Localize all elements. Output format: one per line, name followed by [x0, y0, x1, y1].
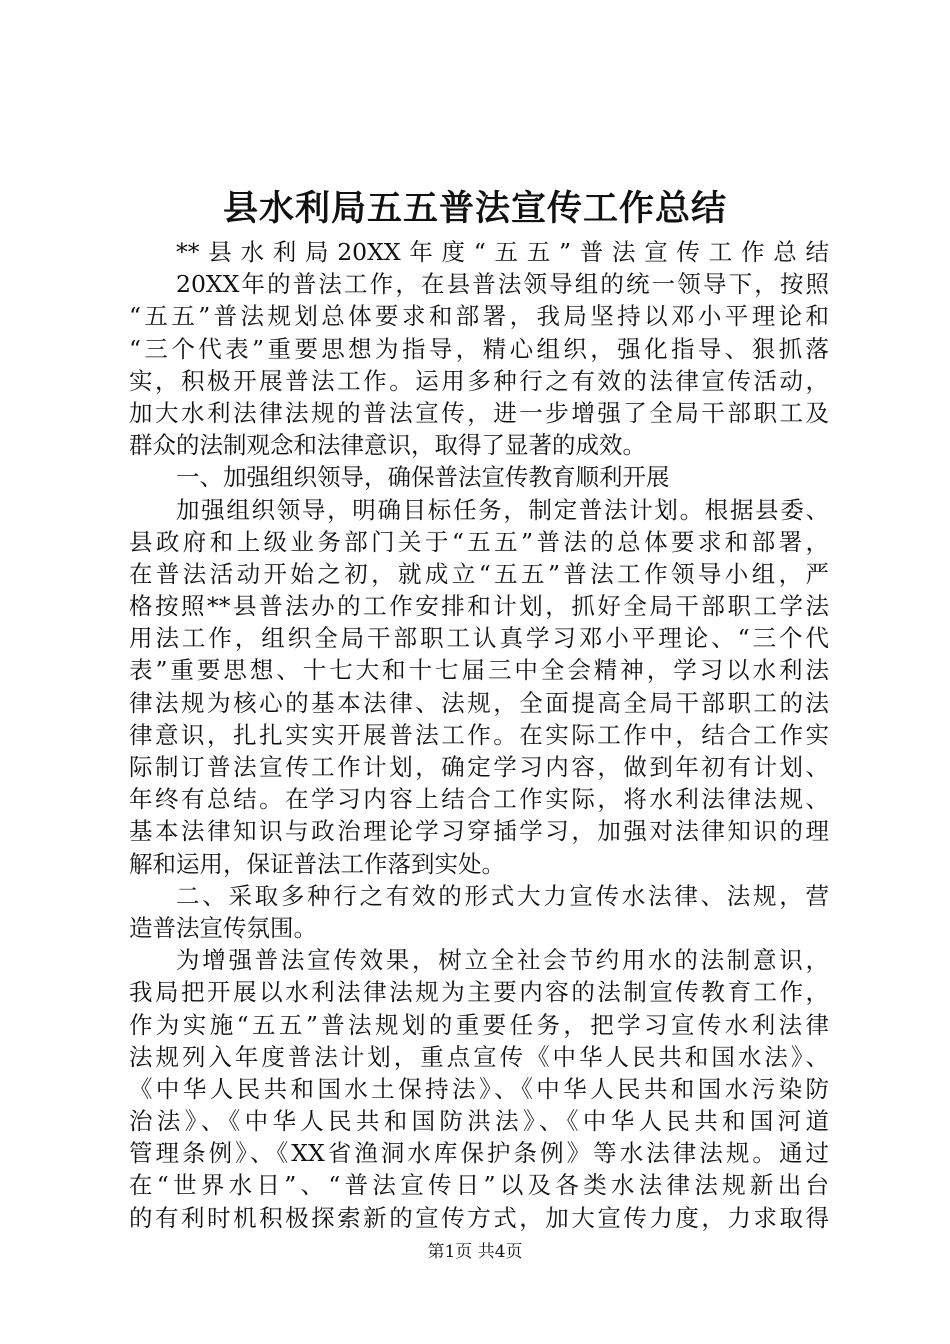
- paragraph-line: 表”重要思想、十七大和十七届三中全会精神，学习以水利法: [129, 656, 829, 685]
- paragraph-line: “五五”普法规划总体要求和部署，我局坚持以邓小平理论和: [129, 302, 829, 331]
- paragraph-line: 际制订普法宣传工作计划，确定学习内容，做到年初有计划、: [129, 753, 829, 781]
- paragraph-line: 20XX年的普法工作，在县普法领导组的统一领导下，按照: [176, 270, 829, 299]
- paragraph-line: 格按照**县普法办的工作安排和计划，抓好全局干部职工学法: [129, 592, 829, 621]
- page-title: 县水利局五五普法宣传工作总结: [222, 188, 727, 229]
- paragraph-line: 法规列入年度普法计划，重点宣传《中华人民共和国水法》、: [129, 1042, 829, 1071]
- paragraph-line: 解和运用，保证普法工作落到实处。: [129, 849, 505, 878]
- paragraph-line: 律法规为核心的基本法律、法规，全面提高全局干部职工的法: [129, 688, 829, 717]
- paragraph-line: 管理条例》、《XX省渔洞水库保护条例》等水法律法规。通过: [129, 1139, 829, 1168]
- paragraph-line: 在“世界水日”、“普法宣传日”以及各类水法律法规新出台: [129, 1171, 829, 1200]
- paragraph-line: 实，积极开展普法工作。运用多种行之有效的法律宣传活动，: [129, 366, 829, 395]
- paragraph-line: 治法》、《中华人民共和国防洪法》、《中华人民共和国河道: [129, 1107, 829, 1136]
- paragraph-line: 的有利时机积极探索新的宣传方式，加大宣传力度，力求取得: [129, 1203, 829, 1232]
- paragraph-line: “三个代表”重要思想为指导，精心组织，强化指导、狠抓落: [129, 334, 829, 363]
- section-heading: 造普法宣传氛围。: [129, 913, 317, 942]
- section-heading: 一、加强组织领导，确保普法宣传教育顺利开展: [176, 463, 670, 492]
- paragraph-line: 律意识，扎扎实实开展普法工作。在实际工作中，结合工作实: [129, 720, 829, 749]
- paragraph-line: 群众的法制观念和法律意识，取得了显著的成效。: [129, 431, 646, 460]
- paragraph-line: 加大水利法律法规的普法宣传，进一步增强了全局干部职工及: [129, 398, 829, 427]
- paragraph-line: 加强组织领导，明确目标任务，制定普法计划。根据县委、: [176, 495, 829, 524]
- paragraph-line: 年终有总结。在学习内容上结合工作实际，将水利法律法规、: [129, 785, 829, 814]
- paragraph-line: 县政府和上级业务部门关于“五五”普法的总体要求和部署，: [129, 527, 829, 556]
- paragraph-line: 为增强普法宣传效果，树立全社会节约用水的法制意识，: [176, 946, 829, 975]
- document-body: [129, 236, 829, 1234]
- paragraph-line: 我局把开展以水利法律法规为主要内容的法制宣传教育工作，: [129, 978, 829, 1007]
- paragraph-line: 在普法活动开始之初，就成立“五五”普法工作领导小组，严: [129, 559, 829, 588]
- paragraph-line: 作为实施“五五”普法规划的重要任务，把学习宣传水利法律: [129, 1010, 829, 1039]
- paragraph-line: 用法工作，组织全局干部职工认真学习邓小平理论、“三个代: [129, 624, 829, 653]
- section-heading: 二、采取多种行之有效的形式大力宣传水法律、法规，营: [176, 881, 829, 910]
- paragraph-line: 《中华人民共和国水土保持法》、《中华人民共和国水污染防: [129, 1074, 829, 1103]
- page-number: 第1页 共4页: [427, 1242, 523, 1262]
- paragraph-line: 基本法律知识与政治理论学习穿插学习，加强对法律知识的理: [129, 817, 829, 846]
- subtitle-line: **县水利局20XX年度“五五”普法宣传工作总结: [176, 238, 829, 266]
